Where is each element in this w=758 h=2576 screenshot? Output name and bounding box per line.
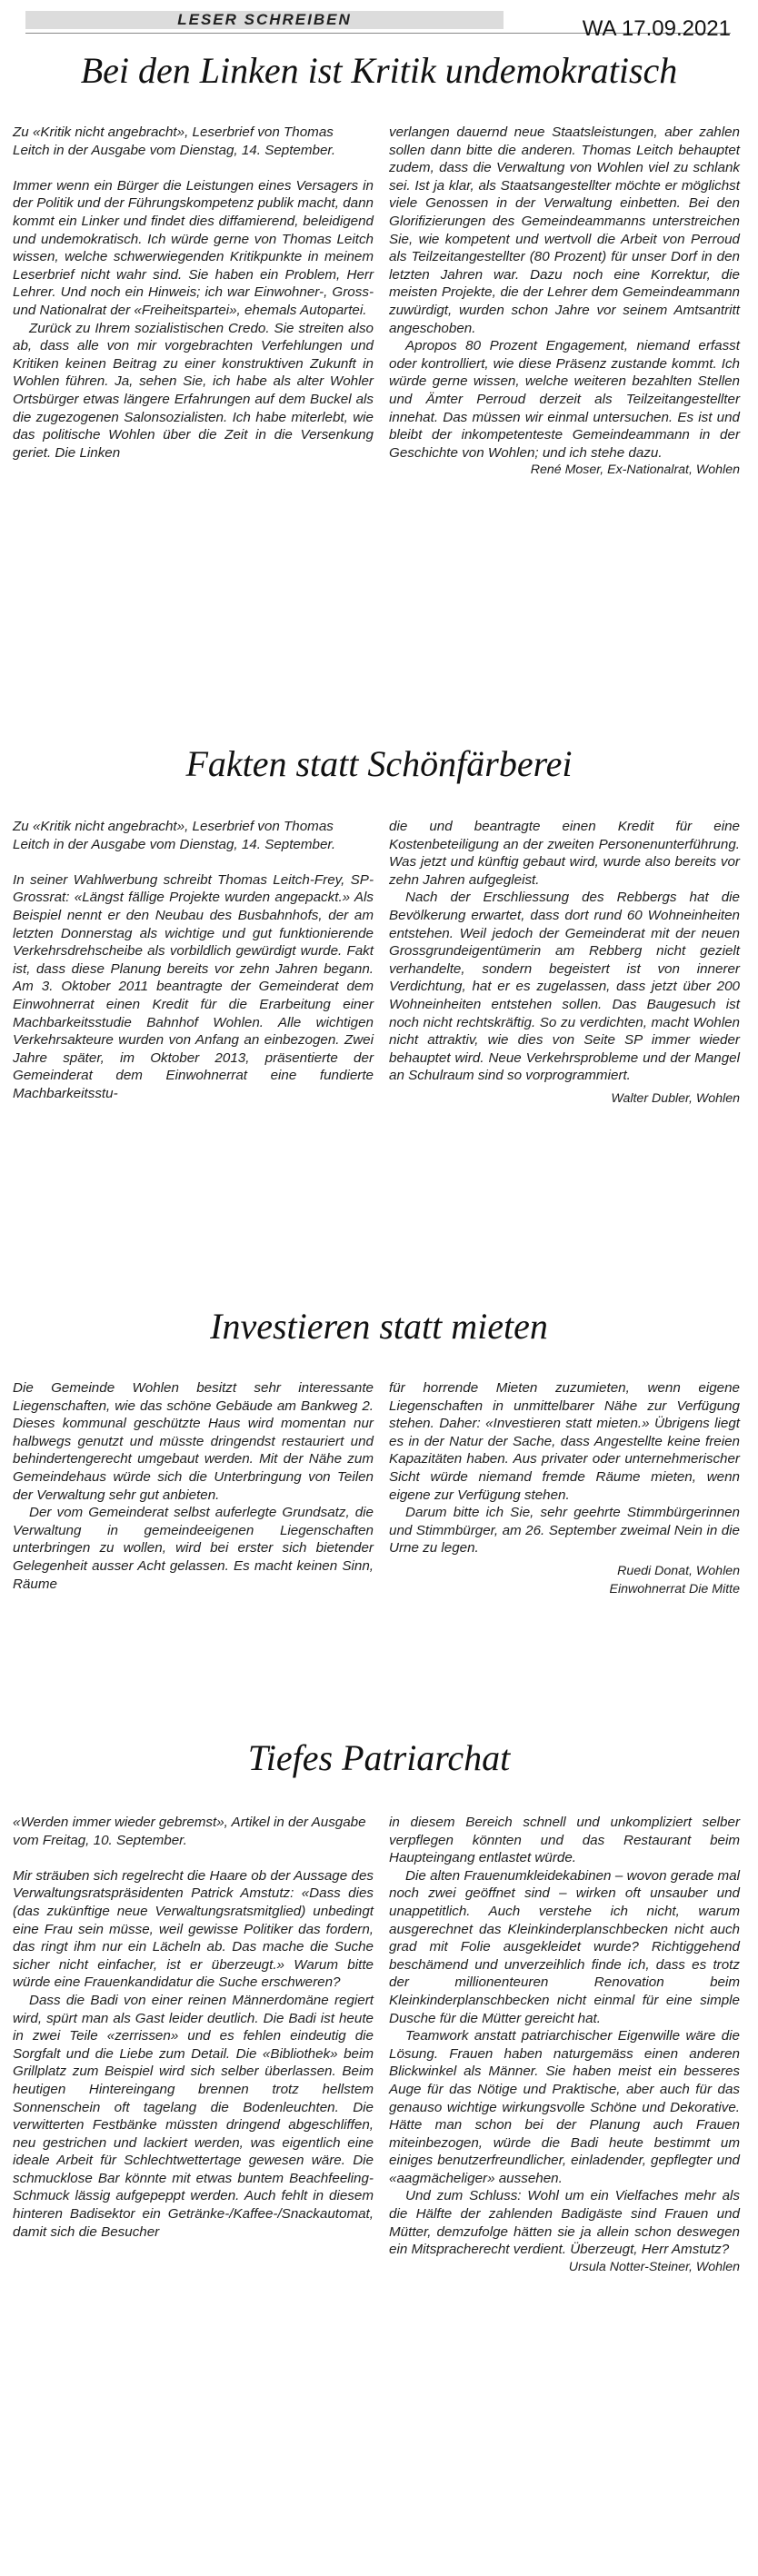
article-reference: «Werden immer wieder gebremst», Artikel in der Ausgabe vom Freitag, 10. September. <box>13 1815 366 1848</box>
paragraph: Immer wenn ein Bürger die Leistungen eines Versagers in der Politik und der Führungskompetenz publik macht, dann kommt ein Linker und findet dies diffamierend, beleidigend und undemokratisch. Ich würde gerne von Thomas Leitch wissen, welche schwerwiegenden Kritikpunkte in meinem Leserbrief nicht wahr sind. Sie haben ein Problem, Herr Lehrer. Und noch ein Hinweis; ich war Einwohner-, Gross- und Nationalrat der «Freiheitspartei», ehemals Autopartei. <box>13 177 374 318</box>
paragraph: Die Gemeinde Wohlen besitzt sehr interessante Liegenschaften, wie das schöne Gebäude am Bankweg 2. Dieses kommunal geschützte Haus wird momentan nur halbwegs genutzt und müsste dringendst restauriert und behindertengerecht umgebaut werden. Mit der Nähe zum Gemeindehaus würde sich die Unterbringung von Teilen der Verwaltung sehr gut anbieten. <box>13 1380 374 1503</box>
paragraph: Darum bitte ich Sie, sehr geehrte Stimmbürgerinnen und Stimmbürger, am 26. September zweimal Nein in die Urne zu legen. <box>389 1505 740 1557</box>
author-signature: Ursula Notter-Steiner, Wohlen <box>568 2259 740 2274</box>
article-title: Investieren statt mieten <box>210 1306 548 1347</box>
article-title: Tiefes Patriarchat <box>247 1737 511 1778</box>
paragraph: Dass die Badi von einer reinen Männerdomäne regiert wird, spürt man als Gast leider deutlich. Die Badi ist heute in zwei Teile «zerrissen» und es fehlen eindeutig die Sorgfalt und die Liebe zum Detail. Die «Bibliothek» beim Grillplatz zum Beispiel wird sich selber überlassen. Beim heutigen Hintereingang brennen trotz hellstem Sonnenschein oft tagelang die Bodenleuchten. Die verwitterten Festbänke müssten dringend abgeschliffen, neu gestrichen und lackiert werden, was eigentlich eine ideale Arbeit für Schlechtwettertage gewesen wäre. Die schmucklose Bar könnte mit etwas buntem Beachfeeling-Schmuck lässig aufgepeppt werden. Auch fehlt in diesem hinteren Badisektor ein Getränke-/Kaffee-/Snackautomat, damit sich die Besucher <box>13 1992 374 2240</box>
paragraph: Der vom Gemeinderat selbst auferlegte Grundsatz, die Verwaltung in gemeindeeigenen Liegenschaften unterbringen zu wollen, wird bei erster sich bietender Gelegenheit ausser Acht gelassen. Es macht keinen Sinn, Räume <box>13 1505 374 1592</box>
section-label: LESER SCHREIBEN <box>177 11 352 28</box>
paragraph: Die alten Frauenumkleidekabinen – wovon gerade mal noch zwei geöffnet sind – wirken oft unsauber und unappetitlich. Auch verstehe ich nicht, warum ausgerechnet das Kleinkinderplanschbecken nicht auch grad mit Folie ausgekleidet wurde? Richtiggehend beschämend und unverzeihlich finde ich, dass es trotz der millionenteuren Renovation beim Kleinkinderplanschbecken nicht einmal für eine simple Dusche für die Mütter gereicht hat. <box>389 1867 740 2026</box>
author-signature: Ruedi Donat, Wohlen <box>617 1563 740 1578</box>
paragraph: Apropos 80 Prozent Engagement, niemand erfasst oder kontrolliert, wie diese Präsenz zustande kommt. Ich würde gerne wissen, welche weiteren bezahlten Stellen und Ämter Perroud derzeit als Teilzeitangestellter innehat. Das müssen wir einmal untersuchen. Es ist und bleibt der inkompetenteste Gemeindeammann in der Geschichte von Wohlen; und ich stehe dazu. <box>389 338 740 461</box>
article-column-left <box>13 124 374 462</box>
paragraph: Teamwork anstatt patriarchischer Eigenwille wäre die Lösung. Frauen haben naturgemäss einen anderen Blickwinkel als Männer. Sie haben meist ein besseres Auge für das Nötige und Praktische, aber auch für das genauso wichtige wirkungsvolle Schöne und Dekorative. Hätte man schon bei der Planung auch Frauen miteinbezogen, würde die Badi heute bestimmt um einiges benutzerfreundlicher, einladender, gepflegter und «aagmächeliger» aussehen. <box>389 2028 740 2186</box>
paragraph: Und zum Schluss: Wohl um ein Vielfaches mehr als die Hälfte der zahlenden Badigäste sind Frauen und Mütter, demzufolge hätten sie ja allein schon deswegen ein Mitspracherecht verdient. Überzeugt, Herr Amstutz? <box>389 2188 740 2258</box>
page-header <box>0 5 758 53</box>
article-column-right <box>389 1814 740 2276</box>
article-column-left <box>13 1379 374 1593</box>
paragraph: Zurück zu Ihrem sozialistischen Credo. Sie streiten also ab, dass alle von mir vorgebrachten Verfehlungen und Kritiken keinen Beitrag zu einer konstruktiven Zukunft in Wohlen führen. Ja, sehen Sie, ich habe als alter Wohler Ortsbürger etwas längere Erfahrungen auf dem Buckel als die zugezogenen Salonsozialisten. Ich habe miterlebt, wie das politische Wohlen über die Zeit in die Versenkung geriet. Die Linken <box>13 320 374 461</box>
author-role: Einwohnerrat Die Mitte <box>609 1581 740 1596</box>
issue-date: WA 17.09.2021 <box>582 16 731 41</box>
article-column-left <box>13 1814 374 2241</box>
author-signature: Walter Dubler, Wohlen <box>611 1090 740 1106</box>
article-reference: Zu «Kritik nicht angebracht», Leserbrief von Thomas Leitch in der Ausgabe vom Dienstag, 14. September. <box>13 819 336 852</box>
article-title: Fakten statt Schönfärberei <box>185 743 573 784</box>
paragraph: Nach der Erschliessung des Rebbergs hat die Bevölkerung erwartet, dass dort rund 60 Wohneinheiten entstehen. Weil jedoch der Gemeinderat mit der neuen Grossgrundeigentümerin am Rebberg nicht gezielt verhandelte, sondern begeistert ist von innerer Verdichtung, hat er es zugelassen, dass jetzt über 200 Wohneinheiten entstehen sollen. Das Baugesuch ist noch nicht rechtskräftig. So zu verdichten, macht Wohlen nicht attraktiv, wie dies von Seite SP immer wieder behauptet wird. Neue Verkehrsprobleme und der Mangel an Schulraum sind so vorprogrammiert. <box>389 890 740 1084</box>
article-column-right <box>389 818 740 1109</box>
article-reference: Zu «Kritik nicht angebracht», Leserbrief von Thomas Leitch in der Ausgabe vom Dienstag, 14. September. <box>13 124 336 158</box>
article-title: Bei den Linken ist Kritik undemokratisch <box>80 50 678 91</box>
paragraph: verlangen dauernd neue Staatsleistungen, aber zahlen sollen dann bitte die anderen. Thomas Leitch behauptet zudem, dass die Verwaltung von Wohlen viel zu schlank sei. Ist ja klar, als Staatsangestellter möchte er möglichst viele Genossen in der Verwaltung einbetten. Bei den Glorifizierungen des Gemeindeammanns unterstreichen Sie, wie kompetent und wertvoll die Arbeit von Perroud als Teilzeitangestellter (80 Prozent) für unser Dorf in den letzten Jahren war. Dazu noch eine Korrektur, die meisten Projekte, die der Lehrer dem Gemeindeammann zuwürdigt, wurden schon Jahre vor seinem Amtsantritt angeschoben. <box>389 124 740 336</box>
article-column-left <box>13 818 374 1103</box>
article-column-right <box>389 124 740 480</box>
paragraph: Mir sträuben sich regelrecht die Haare ob der Aussage des Verwaltungsratspräsidenten Patrick Amstutz: «Dass dies (das zukünftige neue Verwaltungsratsmitglied) unbedingt eine Frau sein müsse, weil gewisse Politiker das fordern, das ringt ihm nur ein Lächeln ab. Das mache die Suche sicher nicht einfacher, ist er überzeugt.» Warum bitte würde eine Frauenkandidatur die Suche erschweren? <box>13 1867 374 1991</box>
author-signature: René Moser, Ex-Nationalrat, Wohlen <box>530 462 740 478</box>
paragraph: für horrende Mieten zuzumieten, wenn eigene Liegenschaften in unmittelbarer Nähe zur Verfügung stehen. Daher: «Investieren statt mieten.» Übrigens liegt es in der Natur der Sache, dass Angestellte keine freien Kapazitäten haben. Aus privater oder unternehmerischer Sicht würde niemand fremde Räume mieten, wenn eigene zur Verfügung stehen. <box>389 1380 740 1503</box>
paragraph: die und beantragte einen Kredit für eine Kostenbeteiligung an der zweiten Personenunterführung. Was jetzt und künftig gebaut wird, wurde also bereits vor zehn Jahren aufgegleist. <box>389 819 740 888</box>
article-column-right <box>389 1379 740 1598</box>
paragraph: in diesem Bereich schnell und unkompliziert selber verpflegen könnten und das Restaurant beim Haupteingang entlastet würde. <box>389 1815 740 1866</box>
paragraph: In seiner Wahlwerbung schreibt Thomas Leitch-Frey, SP-Grossrat: «Längst fällige Projekte wurden angepackt.» Als Beispiel nennt er den Neubau des Busbahnhofs, der am letzten Donnerstag als wichtige und gut funktionierende Verkehrsdrehscheibe als vorbildlich gewürdigt wurde. Fakt ist, dass diese Planung bereits vor zehn Jahren begann. Am 3. Oktober 2011 beantragte der Gemeinderat dem Einwohnerrat einen Kredit für die Erarbeitung einer Machbarkeitsstudie Bahnhof Wohlen. Alle wichtigen Verkehrsakteure wurden von Anfang an einbezogen. Zwei Jahre später, im Oktober 2013, präsentierte der Gemeinderat dem Einwohnerrat eine fundierte Machbarkeitsstu- <box>13 871 374 1101</box>
